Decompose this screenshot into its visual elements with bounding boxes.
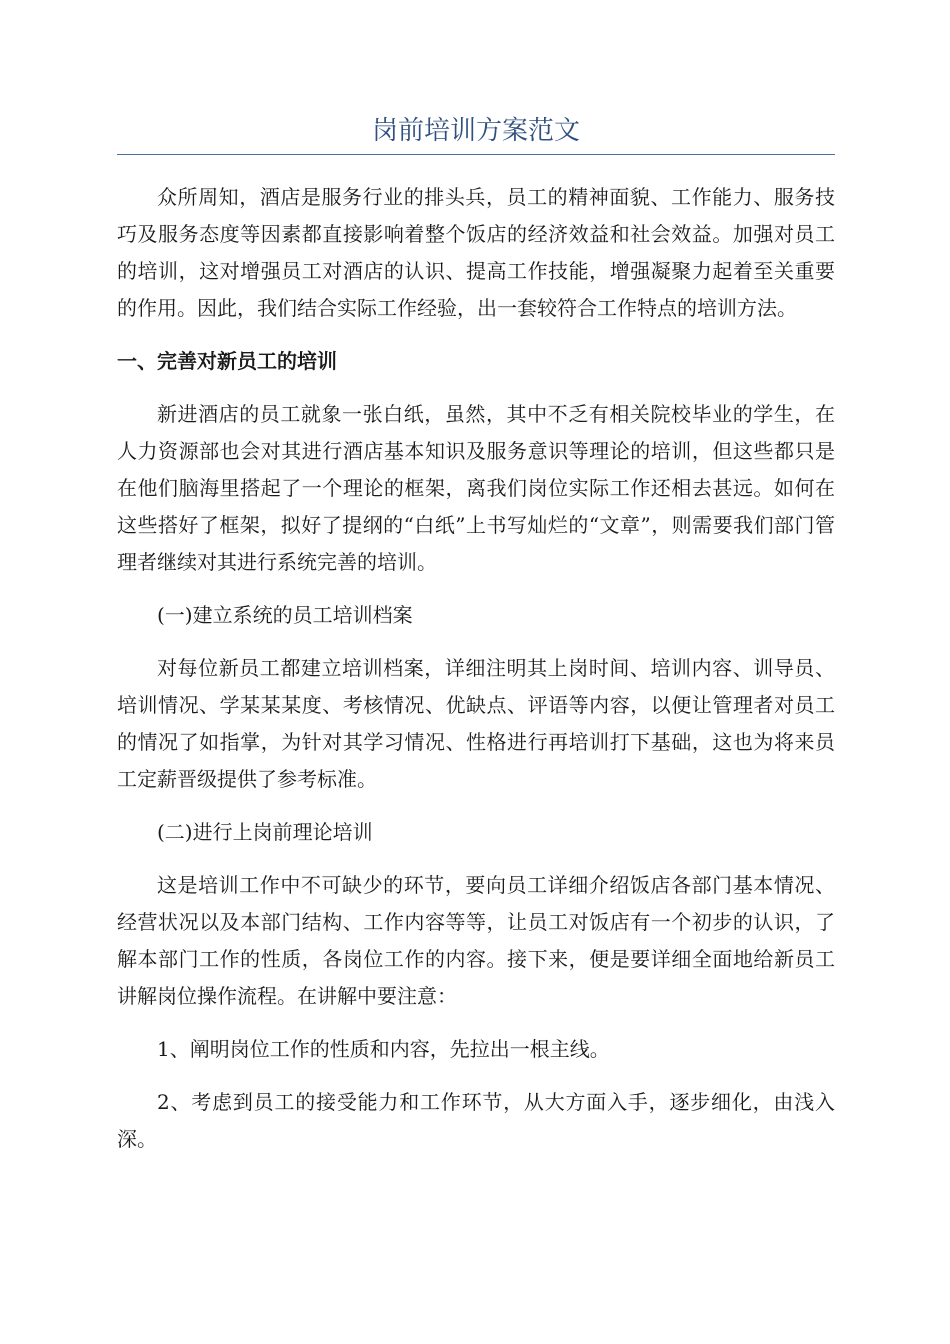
subsection-2-paragraph: 这是培训工作中不可缺少的环节，要向员工详细介绍饭店各部门基本情况、经营状况以及本部门结构、工作内容等等，让员工对饭店有一个初步的认识，了解本部门工作的性质，各岗位工作的内容。接下来，便是要详细全面地给新员工讲解岗位操作流程。在讲解中要注意：	[117, 873, 835, 1008]
document-title: 岗前培训方案范文	[371, 116, 580, 146]
section-1-heading: 一、完善对新员工的培训	[117, 349, 337, 373]
subsection-1-paragraph: 对每位新员工都建立培训档案，详细注明其上岗时间、培训内容、训导员、培训情况、学某某某度、考核情况、优缺点、评语等内容，以便让管理者对员工的情况了如指掌，为针对其学习情况、性格进行再培训打下基础，这也为将来员工定薪晋级提供了参考标准。	[117, 656, 835, 791]
subsection-1-heading: (一)建立系统的员工培训档案	[157, 603, 413, 627]
list-item-point-2: 2、考虑到员工的接受能力和工作环节，从大方面入手，逐步细化，由浅入深。	[117, 1090, 835, 1151]
section-1-paragraph: 新进酒店的员工就象一张白纸，虽然，其中不乏有相关院校毕业的学生，在人力资源部也会对其进行酒店基本知识及服务意识等理论的培训，但这些都只是在他们脑海里搭起了一个理论的框架，离我们岗位实际工作还相去甚远。如何在这些搭好了框架，拟好了提纲的“白纸”上书写灿烂的“文章”，则需要我们部门管理者继续对其进行系统完善的培训。	[117, 402, 835, 574]
subsection-2-heading: (二)进行上岗前理论培训	[157, 820, 373, 844]
intro-paragraph: 众所周知，酒店是服务行业的排头兵，员工的精神面貌、工作能力、服务技巧及服务态度等因素都直接影响着整个饭店的经济效益和社会效益。加强对员工的培训，这对增强员工对酒店的认识、提高工作技能，增强凝聚力起着至关重要的作用。因此，我们结合实际工作经验，出一套较符合工作特点的培训方法。	[117, 185, 835, 320]
list-item-point-1: 1、阐明岗位工作的性质和内容，先拉出一根主线。	[157, 1037, 610, 1061]
title-underline	[117, 154, 835, 155]
document-page	[117, 110, 835, 1158]
